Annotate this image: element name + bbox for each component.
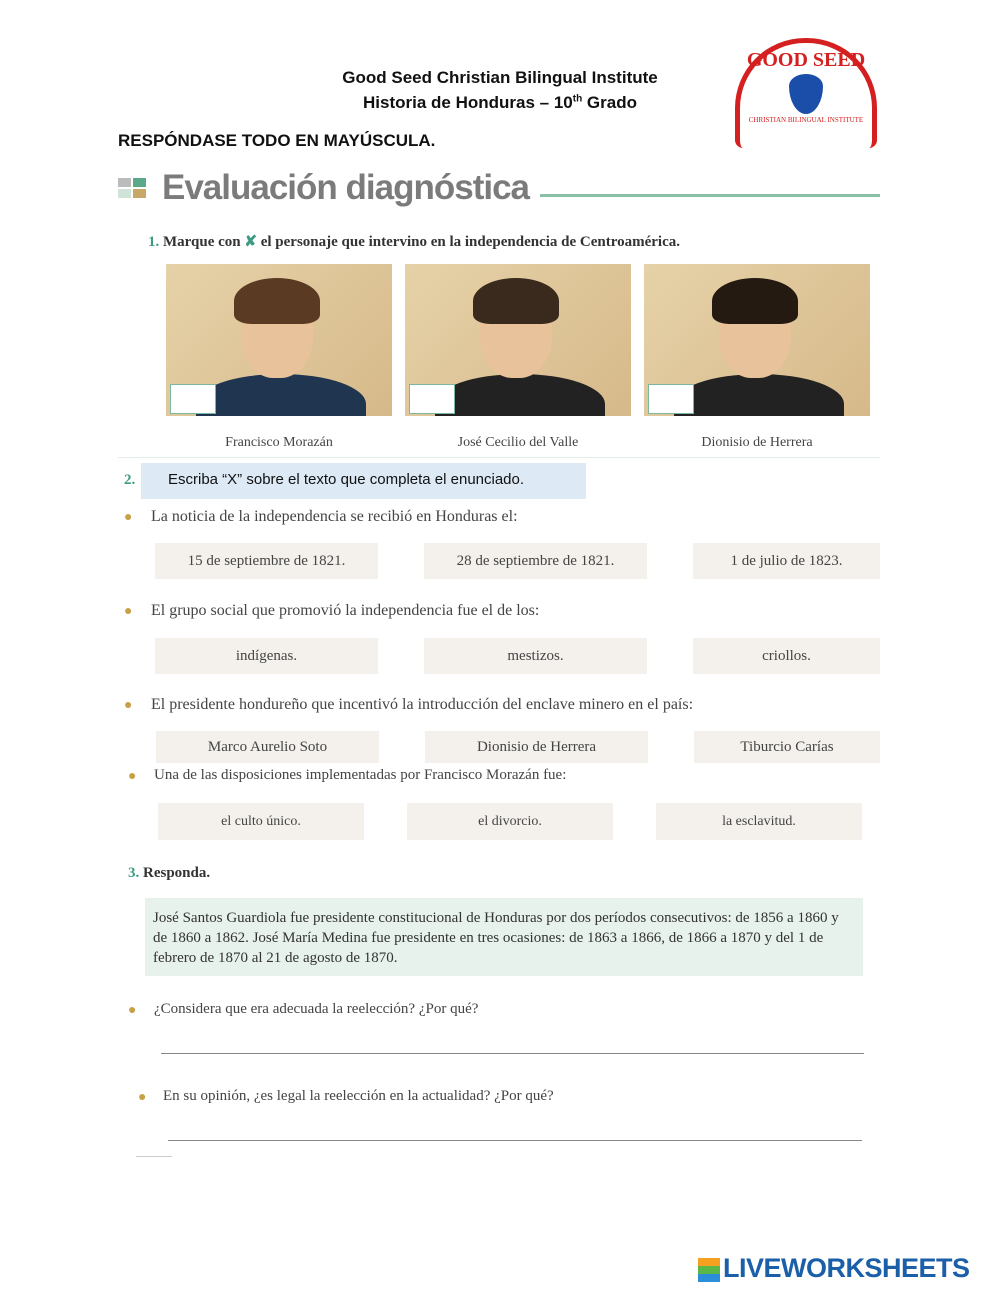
course-text: Historia de Honduras – 10 — [363, 93, 573, 112]
school-logo — [735, 38, 877, 148]
bullet: ● — [124, 510, 133, 525]
option[interactable]: la esclavitud. — [656, 803, 862, 840]
open-question: En su opinión, ¿es legal la reelección en la actualidad? ¿Por qué? — [163, 1088, 554, 1104]
section-squares-icon — [118, 178, 148, 200]
divider — [118, 457, 880, 458]
answer-line-1[interactable] — [161, 1053, 864, 1054]
option[interactable]: indígenas. — [155, 638, 378, 674]
option[interactable]: el divorcio. — [407, 803, 613, 840]
option[interactable]: mestizos. — [424, 638, 647, 674]
portrait-valle — [405, 264, 631, 416]
option[interactable]: Marco Aurelio Soto — [156, 731, 379, 763]
instruction: RESPÓNDASE TODO EN MAYÚSCULA. — [118, 131, 436, 150]
q1-number: 1. — [148, 234, 160, 250]
bullet: ● — [124, 604, 133, 619]
liveworksheets-logo-icon — [698, 1258, 720, 1282]
info-box: José Santos Guardiola fue presidente constitucional de Honduras por dos períodos consecutivos: de 1856 a 1860 y de 1860 a 1862. José María Medina fue presidente en tres ocasiones: de 1863 a 1866, de 1866 a 1870 y del 1 de febrero de 1870 al 21 de agosto de 1870. — [145, 898, 863, 976]
course-end: Grado — [582, 93, 637, 112]
answer-box[interactable] — [648, 384, 694, 414]
option[interactable]: 15 de septiembre de 1821. — [155, 543, 378, 579]
option[interactable]: 1 de julio de 1823. — [693, 543, 880, 579]
x-mark-icon: ✘ — [244, 234, 257, 250]
course-sup: th — [572, 93, 583, 105]
course-title — [250, 93, 750, 113]
answer-box[interactable] — [409, 384, 455, 414]
caption: Dionisio de Herrera — [701, 435, 813, 450]
q2-prompt: Escriba “X” sobre el texto que completa el enunciado. — [141, 463, 586, 499]
q3-label: Responda. — [143, 865, 211, 881]
question-3 — [128, 865, 210, 882]
answer-box[interactable] — [170, 384, 216, 414]
portrait-morazan — [166, 264, 392, 416]
caption: José Cecilio del Valle — [457, 435, 579, 450]
option[interactable]: el culto único. — [158, 803, 364, 840]
title-rule — [540, 194, 880, 197]
divider — [136, 1156, 172, 1157]
logo-figure-icon — [789, 74, 823, 114]
logo-subtext: CHRISTIAN BILINGUAL INSTITUTE — [748, 116, 864, 124]
bullet: ● — [138, 1090, 147, 1105]
section-title: Evaluación diagnóstica — [162, 168, 529, 207]
statement: El presidente hondureño que incentivó la introducción del enclave minero en el país: — [151, 696, 694, 713]
caption: Francisco Morazán — [225, 435, 333, 450]
question-1 — [148, 232, 680, 251]
option[interactable]: Dionisio de Herrera — [425, 731, 648, 763]
portrait-herrera — [644, 264, 870, 416]
statement: El grupo social que promovió la independencia fue el de los: — [151, 602, 540, 619]
bullet: ● — [124, 698, 133, 713]
bullet: ● — [128, 1003, 137, 1018]
option[interactable]: criollos. — [693, 638, 880, 674]
open-question: ¿Considera que era adecuada la reelección? ¿Por qué? — [154, 1001, 479, 1017]
logo-text: GOOD SEED — [746, 49, 866, 71]
q3-number: 3. — [128, 865, 140, 881]
q1-pre: Marque con — [163, 234, 241, 250]
q1-post: el personaje que intervino en la independencia de Centroamérica. — [260, 234, 680, 250]
bullet: ● — [128, 769, 137, 784]
answer-line-2[interactable] — [168, 1140, 862, 1141]
statement: La noticia de la independencia se recibió en Honduras el: — [151, 508, 518, 525]
statement: Una de las disposiciones implementadas por Francisco Morazán fue: — [154, 767, 567, 783]
school-name: Good Seed Christian Bilingual Institute — [342, 68, 658, 87]
option[interactable]: Tiburcio Carías — [694, 731, 880, 763]
footer-brand: LIVEWORKSHEETS — [723, 1253, 970, 1283]
option[interactable]: 28 de septiembre de 1821. — [424, 543, 647, 579]
q2-number: 2. — [124, 472, 136, 488]
